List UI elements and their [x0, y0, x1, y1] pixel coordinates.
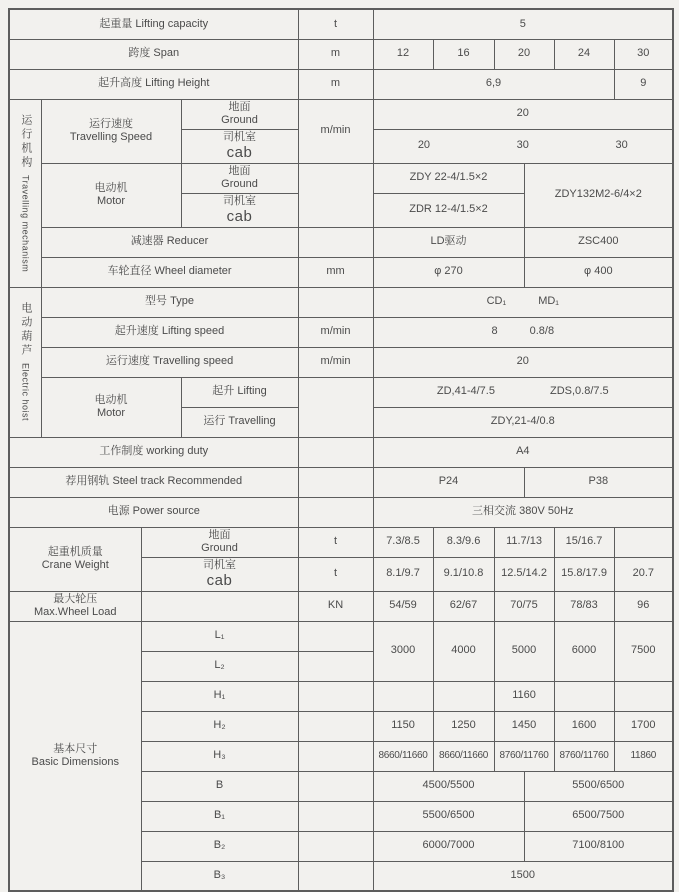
- hoist-type-unit-empty: [298, 287, 373, 317]
- section-label-en: Travelling mechanism: [20, 174, 31, 273]
- travelling-motor-cab-sublabel: 司机室 cab: [181, 193, 298, 227]
- row-steel-track: [9, 467, 673, 497]
- reducer-label: 减速器 Reducer: [41, 227, 298, 257]
- dim-b1-value: 6500/7500: [524, 801, 673, 831]
- dim-l-value: 4000: [433, 621, 494, 681]
- row-max-wheel-load: [9, 591, 673, 621]
- crane-weight-label: 起重机质量 Crane Weight: [9, 527, 141, 591]
- hoist-motor-travelling-value: ZDY,21-4/0.8: [373, 407, 673, 437]
- dim-h3-value: 8660/11660: [373, 741, 433, 771]
- dim-h1-value: [433, 681, 494, 711]
- dim-b2-value: 7100/8100: [524, 831, 673, 861]
- dim-h2-sublabel: H₂: [141, 711, 298, 741]
- dim-unit-empty: [298, 711, 373, 741]
- travelling-motor-merged-value: ZDY132M2-6/4×2: [524, 163, 673, 227]
- reducer-unit-empty: [298, 227, 373, 257]
- steel-track-right: P38: [524, 467, 673, 497]
- dim-b2-value: 6000/7000: [373, 831, 524, 861]
- dim-b-sublabel: B: [141, 771, 298, 801]
- lifting-height-value-30m: 9: [614, 69, 673, 99]
- steel-track-label: 荐用钢轨 Steel track Recommended: [9, 467, 298, 497]
- span-value: 16: [433, 39, 494, 69]
- dim-unit-empty: [298, 771, 373, 801]
- reducer-value-left: LD驱动: [373, 227, 524, 257]
- crane-weight-ground-sublabel: 地面 Ground: [141, 527, 298, 557]
- max-wheel-load-value: 62/67: [433, 591, 494, 621]
- row-span: [9, 39, 673, 69]
- row-lifting-capacity: [9, 9, 673, 39]
- span-value: 30: [614, 39, 673, 69]
- crane-weight-value: 15.8/17.9: [554, 557, 614, 591]
- crane-weight-value: 20.7: [614, 557, 673, 591]
- row-hoist-type: [9, 287, 673, 317]
- travelling-speed-ground-value: 20: [373, 99, 673, 129]
- hoist-motor-label: 电动机 Motor: [41, 377, 181, 437]
- dim-h1-value: [554, 681, 614, 711]
- dim-b2-sublabel: B₂: [141, 831, 298, 861]
- hoist-type-values: CD₁ MD₁: [373, 287, 673, 317]
- steel-track-left: P24: [373, 467, 524, 497]
- dim-h2-value: 1150: [373, 711, 433, 741]
- max-wheel-load-value: 54/59: [373, 591, 433, 621]
- span-value: 20: [494, 39, 554, 69]
- max-wheel-load-label: 最大轮压 Max.Wheel Load: [9, 591, 141, 621]
- working-duty-unit-empty: [298, 437, 373, 467]
- crane-weight-cab-sublabel: 司机室 cab: [141, 557, 298, 591]
- travelling-speed-unit: m/min: [298, 99, 373, 163]
- wheel-diameter-label: 车轮直径 Wheel diameter: [41, 257, 298, 287]
- hoist-type-label: 型号 Type: [41, 287, 298, 317]
- power-source-unit-empty: [298, 497, 373, 527]
- dim-unit-empty: [298, 741, 373, 771]
- row-dim-l1: [9, 621, 673, 651]
- span-value: 12: [373, 39, 433, 69]
- dim-h1-sublabel: H₁: [141, 681, 298, 711]
- working-duty-value: A4: [373, 437, 673, 467]
- crane-weight-value: 7.3/8.5: [373, 527, 433, 557]
- section-label-cn: 运行机构: [19, 113, 32, 170]
- row-reducer: [9, 227, 673, 257]
- dim-h2-value: 1250: [433, 711, 494, 741]
- reducer-value-right: ZSC400: [524, 227, 673, 257]
- dim-h3-value: 8760/11760: [494, 741, 554, 771]
- span-unit: m: [298, 39, 373, 69]
- lifting-height-unit: m: [298, 69, 373, 99]
- lifting-height-value: 6,9: [373, 69, 614, 99]
- crane-weight-value: 9.1/10.8: [433, 557, 494, 591]
- dim-h3-value: 11860: [614, 741, 673, 771]
- section-label-en: Electric hoist: [20, 363, 31, 422]
- dim-b-value: 5500/6500: [524, 771, 673, 801]
- row-crane-weight-ground: [9, 527, 673, 557]
- dim-unit-empty: [298, 621, 373, 651]
- dim-h3-sublabel: H₃: [141, 741, 298, 771]
- travelling-speed-ground-sublabel: 地面 Ground: [181, 99, 298, 129]
- dim-unit-empty: [298, 681, 373, 711]
- travelling-motor-cab-value: ZDR 12-4/1.5×2: [373, 193, 524, 227]
- travelling-motor-ground-sublabel: 地面 Ground: [181, 163, 298, 193]
- lifting-capacity-value: 5: [373, 9, 673, 39]
- dim-h1-value: [614, 681, 673, 711]
- dim-h2-value: 1700: [614, 711, 673, 741]
- dim-b3-value: 1500: [373, 861, 673, 891]
- dim-l2-sublabel: L₂: [141, 651, 298, 681]
- max-wheel-load-unit: KN: [298, 591, 373, 621]
- dim-unit-empty: [298, 651, 373, 681]
- power-source-value: 三相交流 380V 50Hz: [373, 497, 673, 527]
- crane-weight-ground-unit: t: [298, 527, 373, 557]
- dim-h1-value: 1160: [494, 681, 554, 711]
- dim-h3-value: 8660/11660: [433, 741, 494, 771]
- wheel-diameter-right: φ 400: [524, 257, 673, 287]
- crane-weight-value: 8.1/9.7: [373, 557, 433, 591]
- travelling-motor-unit-empty: [298, 163, 373, 227]
- dim-l-value: 5000: [494, 621, 554, 681]
- dim-l-value: 7500: [614, 621, 673, 681]
- travelling-speed-cab-values: 20 30 30: [373, 129, 673, 163]
- dim-b-value: 4500/5500: [373, 771, 524, 801]
- travelling-speed-cab-sublabel: 司机室 cab: [181, 129, 298, 163]
- span-value: 24: [554, 39, 614, 69]
- span-label: 跨度 Span: [9, 39, 298, 69]
- crane-weight-value: 8.3/9.6: [433, 527, 494, 557]
- row-wheel-diameter: [9, 257, 673, 287]
- hoist-lifting-speed-values: 8 0.8/8: [373, 317, 673, 347]
- row-travelling-speed-ground: [9, 99, 673, 129]
- row-hoist-motor-lifting: [9, 377, 673, 407]
- dim-h2-value: 1450: [494, 711, 554, 741]
- travelling-speed-label: 运行速度 Travelling Speed: [41, 99, 181, 163]
- max-wheel-load-value: 78/83: [554, 591, 614, 621]
- hoist-travelling-speed-unit: m/min: [298, 347, 373, 377]
- row-working-duty: [9, 437, 673, 467]
- crane-weight-value: 12.5/14.2: [494, 557, 554, 591]
- max-wheel-load-value: 96: [614, 591, 673, 621]
- hoist-travelling-speed-label: 运行速度 Travelling speed: [41, 347, 298, 377]
- row-power-source: [9, 497, 673, 527]
- row-lifting-height: [9, 69, 673, 99]
- hoist-lifting-speed-unit: m/min: [298, 317, 373, 347]
- hoist-motor-lifting-values: ZD,41-4/7.5 ZDS,0.8/7.5: [373, 377, 673, 407]
- dim-b1-value: 5500/6500: [373, 801, 524, 831]
- steel-track-unit-empty: [298, 467, 373, 497]
- working-duty-label: 工作制度 working duty: [9, 437, 298, 467]
- crane-specification-table: [8, 8, 674, 892]
- section-label-cn: 电动葫芦: [19, 302, 32, 359]
- hoist-lifting-speed-label: 起升速度 Lifting speed: [41, 317, 298, 347]
- dim-l1-sublabel: L₁: [141, 621, 298, 651]
- dim-h2-value: 1600: [554, 711, 614, 741]
- max-wheel-load-value: 70/75: [494, 591, 554, 621]
- dim-h3-value: 8760/11760: [554, 741, 614, 771]
- dim-unit-empty: [298, 861, 373, 891]
- basic-dimensions-label: 基本尺寸 Basic Dimensions: [9, 621, 141, 891]
- hoist-travelling-speed-value: 20: [373, 347, 673, 377]
- dim-l-value: 6000: [554, 621, 614, 681]
- travelling-motor-ground-value: ZDY 22-4/1.5×2: [373, 163, 524, 193]
- dim-b1-sublabel: B₁: [141, 801, 298, 831]
- max-wheel-load-sublabel-empty: [141, 591, 298, 621]
- row-travelling-motor-ground: [9, 163, 673, 193]
- travelling-motor-label: 电动机 Motor: [41, 163, 181, 227]
- crane-weight-value: 15/16.7: [554, 527, 614, 557]
- crane-weight-value-empty: [614, 527, 673, 557]
- dim-unit-empty: [298, 831, 373, 861]
- lifting-capacity-unit: t: [298, 9, 373, 39]
- hoist-motor-lifting-sublabel: 起升 Lifting: [181, 377, 298, 407]
- hoist-motor-travelling-sublabel: 运行 Travelling: [181, 407, 298, 437]
- row-hoist-lifting-speed: [9, 317, 673, 347]
- lifting-height-label: 起升高度 Lifting Height: [9, 69, 298, 99]
- dim-unit-empty: [298, 801, 373, 831]
- crane-weight-cab-unit: t: [298, 557, 373, 591]
- hoist-motor-unit-empty: [298, 377, 373, 437]
- lifting-capacity-label: 起重量 Lifting capacity: [9, 9, 298, 39]
- section-travelling-mechanism: [9, 99, 41, 287]
- section-electric-hoist: [9, 287, 41, 437]
- dim-l-value: 3000: [373, 621, 433, 681]
- row-hoist-travelling-speed: [9, 347, 673, 377]
- wheel-diameter-left: φ 270: [373, 257, 524, 287]
- crane-weight-value: 11.7/13: [494, 527, 554, 557]
- power-source-label: 电源 Power source: [9, 497, 298, 527]
- dim-b3-sublabel: B₃: [141, 861, 298, 891]
- dim-h1-value: [373, 681, 433, 711]
- wheel-diameter-unit: mm: [298, 257, 373, 287]
